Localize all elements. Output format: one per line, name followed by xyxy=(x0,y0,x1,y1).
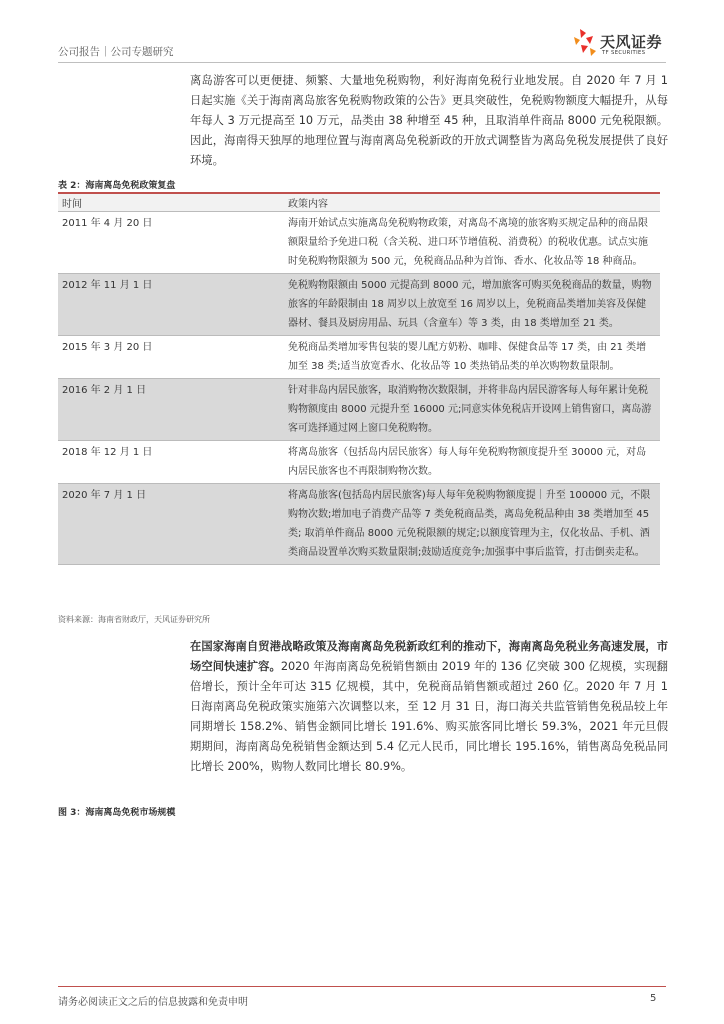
market-paragraph-body: 2020 年海南离岛免税销售额由 2019 年的 136 亿突破 300 亿规模，实现翻倍增长，预计全年可达 315 亿规模，其中，免税商品销售额或超过 260 亿。2020 年 7 月 1 日海南离岛免税政策实施第六次调整以来，至 12 月 31 日，海口海关共监管销售免税品较上年同期增长 158.2%、销售金额同比增长 191.6%、购买旅客同比增长 59.3%，2021 年元旦假期期间，海南离岛免税销售金额达到 5.4 亿元人民币，同比增长 195.16%，销售离岛免税品同比增长 200%，购物人数同比增长 80.9%。 xyxy=(190,660,668,773)
row-content: 将离岛旅客(包括岛内居民旅客)每人每年免税购物额度提｜升至 100000 元，不限购物次数;增加电子消费产品等 7 类免税商品类，离岛免税品种由 38 类增加至 45 类; 取消单件商品 8000 元免税限额的规定;以额度管理为主，仅化妆品、手机、酒类商品设置单次购买数量限制;鼓励适度竞争;加强事中事后监管，打击倒卖走私。 xyxy=(284,484,660,565)
header-time: 时间 xyxy=(58,193,284,212)
row-time: 2020 年 7 月 1 日 xyxy=(58,484,284,565)
table-row xyxy=(58,441,660,484)
market-paragraph xyxy=(190,637,668,777)
tf-logo-icon xyxy=(572,27,598,57)
row-content: 免税购物限额由 5000 元提高到 8000 元，增加旅客可购买免税商品的数量，购物旅客的年龄限制由 18 周岁以上放宽至 16 周岁以上，免税商品类增加美容及保健器材、餐具及厨房用品、玩具（含童车）等 3 类，由 18 类增加至 21 类。 xyxy=(284,274,660,336)
row-time: 2018 年 12 月 1 日 xyxy=(58,441,284,484)
figure-caption: 图 3：海南离岛免税市场规模 xyxy=(58,808,176,818)
logo-chinese-name: 天风证券 xyxy=(600,33,663,51)
table-source: 资料来源：海南省财政厅，天风证券研究所 xyxy=(58,615,210,624)
tf-securities-logo xyxy=(572,27,672,61)
row-content: 针对非岛内居民旅客，取消购物次数限制，并将非岛内居民游客每人每年累计免税购物额度由 8000 元提升至 16000 元;同意实体免税店开设网上销售窗口，离岛游客可选择通过网上窗口免税购物。 xyxy=(284,379,660,441)
report-type-label: 公司报告｜公司专题研究 xyxy=(58,46,174,58)
table-row xyxy=(58,274,660,336)
market-paragraph-lead: 在国家海南自贸港战略政策及海南离岛免税新政红利的推动下，海南离岛免税业务高速发展，市场空间快速扩容。 xyxy=(190,640,668,673)
row-content: 免税商品类增加零售包装的婴儿配方奶粉、咖啡、保健食品等 17 类，由 21 类增加至 38 类;适当放宽香水、化妆品等 10 类热销品类的单次购物数量限制。 xyxy=(284,336,660,379)
intro-paragraph: 离岛游客可以更便捷、频繁、大量地免税购物，利好海南免税行业地发展。自 2020 年 7 月 1 日起实施《关于海南离岛旅客免税购物政策的公告》更具突破性，免税购物额度大幅提升，从每年每人 3 万元提高至 10 万元，品类由 38 种增至 45 种，且取消单件商品 8000 元免税限额。因此，海南得天独厚的地理位置与海南离岛免税新政的开放式调整皆为离岛免税发展提供了良好环境。 xyxy=(190,74,668,167)
row-time: 2011 年 4 月 20 日 xyxy=(58,212,284,274)
row-time: 2015 年 3 月 20 日 xyxy=(58,336,284,379)
row-time: 2016 年 2 月 1 日 xyxy=(58,379,284,441)
header-content: 政策内容 xyxy=(284,193,660,212)
table-row xyxy=(58,212,660,274)
table-row xyxy=(58,379,660,441)
table-caption: 表 2：海南离岛免税政策复盘 xyxy=(58,181,176,191)
table-row xyxy=(58,484,660,565)
header-divider xyxy=(58,62,666,63)
table-header-row xyxy=(58,193,660,212)
policy-table xyxy=(58,192,660,565)
page-number: 5 xyxy=(650,993,657,1004)
row-content: 将离岛旅客（包括岛内居民旅客）每人每年免税购物额度提升至 30000 元，对岛内居民旅客也不再限制购物次数。 xyxy=(284,441,660,484)
row-content: 海南开始试点实施离岛免税购物政策，对离岛不离境的旅客购买规定品种的商品限额限量给予免进口税（含关税、进口环节增值税、消费税）的税收优惠。试点实施时免税购物限额为 500 元，免税商品品种为首饰、香水、化妆品等 18 种商品。 xyxy=(284,212,660,274)
table-row xyxy=(58,336,660,379)
footer-disclaimer: 请务必阅读正文之后的信息披露和免责申明 xyxy=(58,997,248,1008)
logo-english-name: TF SECURITIES xyxy=(602,50,646,56)
row-time: 2012 年 11 月 1 日 xyxy=(58,274,284,336)
footer-divider xyxy=(58,986,666,987)
